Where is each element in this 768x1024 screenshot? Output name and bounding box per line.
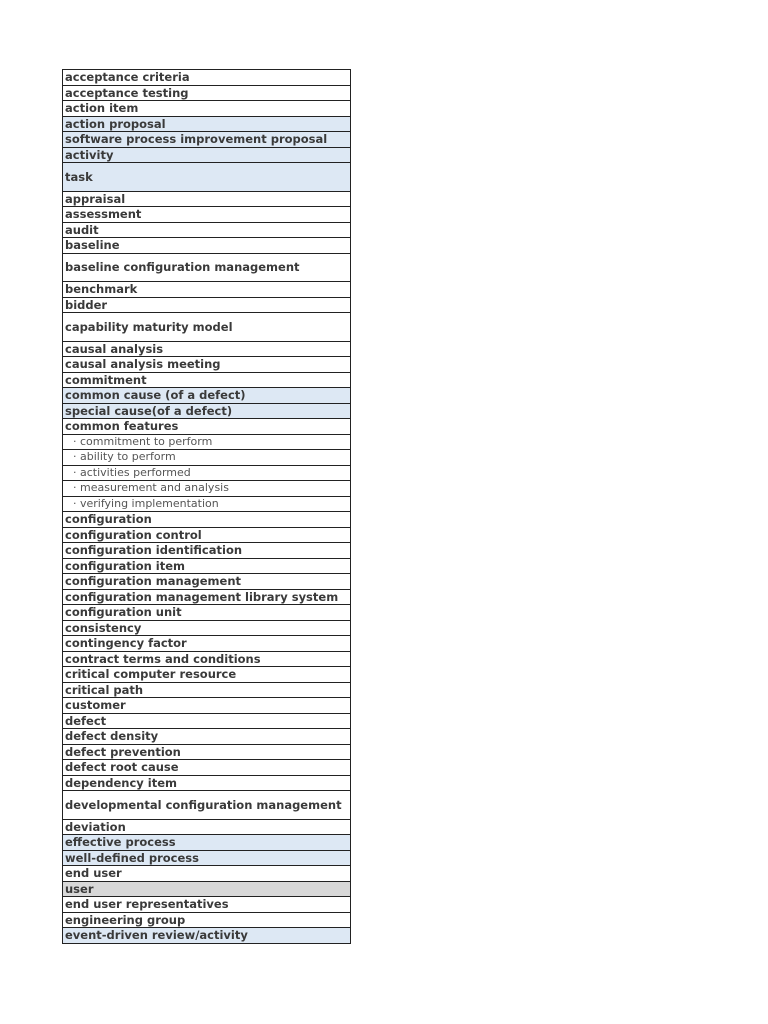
sub-term-cell: · commitment to perform	[63, 434, 351, 450]
term-cell: benchmark	[63, 282, 351, 298]
term-cell: activity	[63, 147, 351, 163]
glossary-table	[62, 69, 351, 944]
table-row	[63, 481, 351, 497]
table-row	[63, 207, 351, 223]
table-row	[63, 238, 351, 254]
term-cell: configuration control	[63, 527, 351, 543]
table-row	[63, 775, 351, 791]
term-cell: defect	[63, 713, 351, 729]
table-row	[63, 850, 351, 866]
term-cell: baseline configuration management	[63, 253, 351, 282]
term-cell: common features	[63, 419, 351, 435]
term-cell: baseline	[63, 238, 351, 254]
term-cell: action proposal	[63, 116, 351, 132]
table-row	[63, 574, 351, 590]
term-cell: end user representatives	[63, 897, 351, 913]
table-row	[63, 682, 351, 698]
table-row	[63, 116, 351, 132]
term-cell: defect root cause	[63, 760, 351, 776]
table-row	[63, 450, 351, 466]
table-row	[63, 163, 351, 192]
term-cell: audit	[63, 222, 351, 238]
table-row	[63, 297, 351, 313]
term-cell: engineering group	[63, 912, 351, 928]
table-row	[63, 434, 351, 450]
table-row	[63, 419, 351, 435]
table-row	[63, 912, 351, 928]
table-row	[63, 713, 351, 729]
table-row	[63, 85, 351, 101]
table-row	[63, 512, 351, 528]
table-row	[63, 527, 351, 543]
glossary-table-body	[63, 70, 351, 944]
table-row	[63, 543, 351, 559]
table-row	[63, 132, 351, 148]
table-row	[63, 253, 351, 282]
table-row	[63, 791, 351, 820]
term-cell: causal analysis meeting	[63, 357, 351, 373]
table-row	[63, 636, 351, 652]
table-row	[63, 403, 351, 419]
table-row	[63, 651, 351, 667]
term-cell: capability maturity model	[63, 313, 351, 342]
table-row	[63, 101, 351, 117]
term-cell: software process improvement proposal	[63, 132, 351, 148]
term-cell: contingency factor	[63, 636, 351, 652]
table-row	[63, 729, 351, 745]
table-row	[63, 465, 351, 481]
table-row	[63, 866, 351, 882]
term-cell: configuration management	[63, 574, 351, 590]
term-cell: configuration unit	[63, 605, 351, 621]
term-cell: contract terms and conditions	[63, 651, 351, 667]
term-cell: developmental configuration management	[63, 791, 351, 820]
term-cell: customer	[63, 698, 351, 714]
term-cell: bidder	[63, 297, 351, 313]
table-row	[63, 282, 351, 298]
term-cell: effective process	[63, 835, 351, 851]
table-row	[63, 605, 351, 621]
table-row	[63, 191, 351, 207]
term-cell: end user	[63, 866, 351, 882]
term-cell: appraisal	[63, 191, 351, 207]
table-row	[63, 313, 351, 342]
table-row	[63, 558, 351, 574]
sub-term-cell: · activities performed	[63, 465, 351, 481]
term-cell: configuration management library system	[63, 589, 351, 605]
table-row	[63, 357, 351, 373]
table-row	[63, 388, 351, 404]
term-cell: critical computer resource	[63, 667, 351, 683]
term-cell: common cause (of a defect)	[63, 388, 351, 404]
term-cell: task	[63, 163, 351, 192]
table-row	[63, 496, 351, 512]
term-cell: action item	[63, 101, 351, 117]
table-row	[63, 897, 351, 913]
term-cell: defect density	[63, 729, 351, 745]
term-cell: causal analysis	[63, 341, 351, 357]
term-cell: configuration	[63, 512, 351, 528]
term-cell: consistency	[63, 620, 351, 636]
table-row	[63, 70, 351, 86]
table-row	[63, 372, 351, 388]
term-cell: assessment	[63, 207, 351, 223]
term-cell: acceptance criteria	[63, 70, 351, 86]
table-row	[63, 819, 351, 835]
sub-term-cell: · measurement and analysis	[63, 481, 351, 497]
table-row	[63, 835, 351, 851]
term-cell: configuration identification	[63, 543, 351, 559]
table-row	[63, 341, 351, 357]
sub-term-cell: · ability to perform	[63, 450, 351, 466]
table-row	[63, 589, 351, 605]
table-row	[63, 744, 351, 760]
term-cell: acceptance testing	[63, 85, 351, 101]
term-cell: critical path	[63, 682, 351, 698]
term-cell: event-driven review/activity	[63, 928, 351, 944]
table-row	[63, 222, 351, 238]
term-cell: defect prevention	[63, 744, 351, 760]
table-row	[63, 928, 351, 944]
sub-term-cell: · verifying implementation	[63, 496, 351, 512]
table-row	[63, 620, 351, 636]
table-row	[63, 760, 351, 776]
term-cell: well-defined process	[63, 850, 351, 866]
term-cell: dependency item	[63, 775, 351, 791]
term-cell: deviation	[63, 819, 351, 835]
term-cell: special cause(of a defect)	[63, 403, 351, 419]
table-row	[63, 667, 351, 683]
term-cell: configuration item	[63, 558, 351, 574]
table-row	[63, 147, 351, 163]
table-row	[63, 881, 351, 897]
term-cell: commitment	[63, 372, 351, 388]
table-row	[63, 698, 351, 714]
term-cell: user	[63, 881, 351, 897]
